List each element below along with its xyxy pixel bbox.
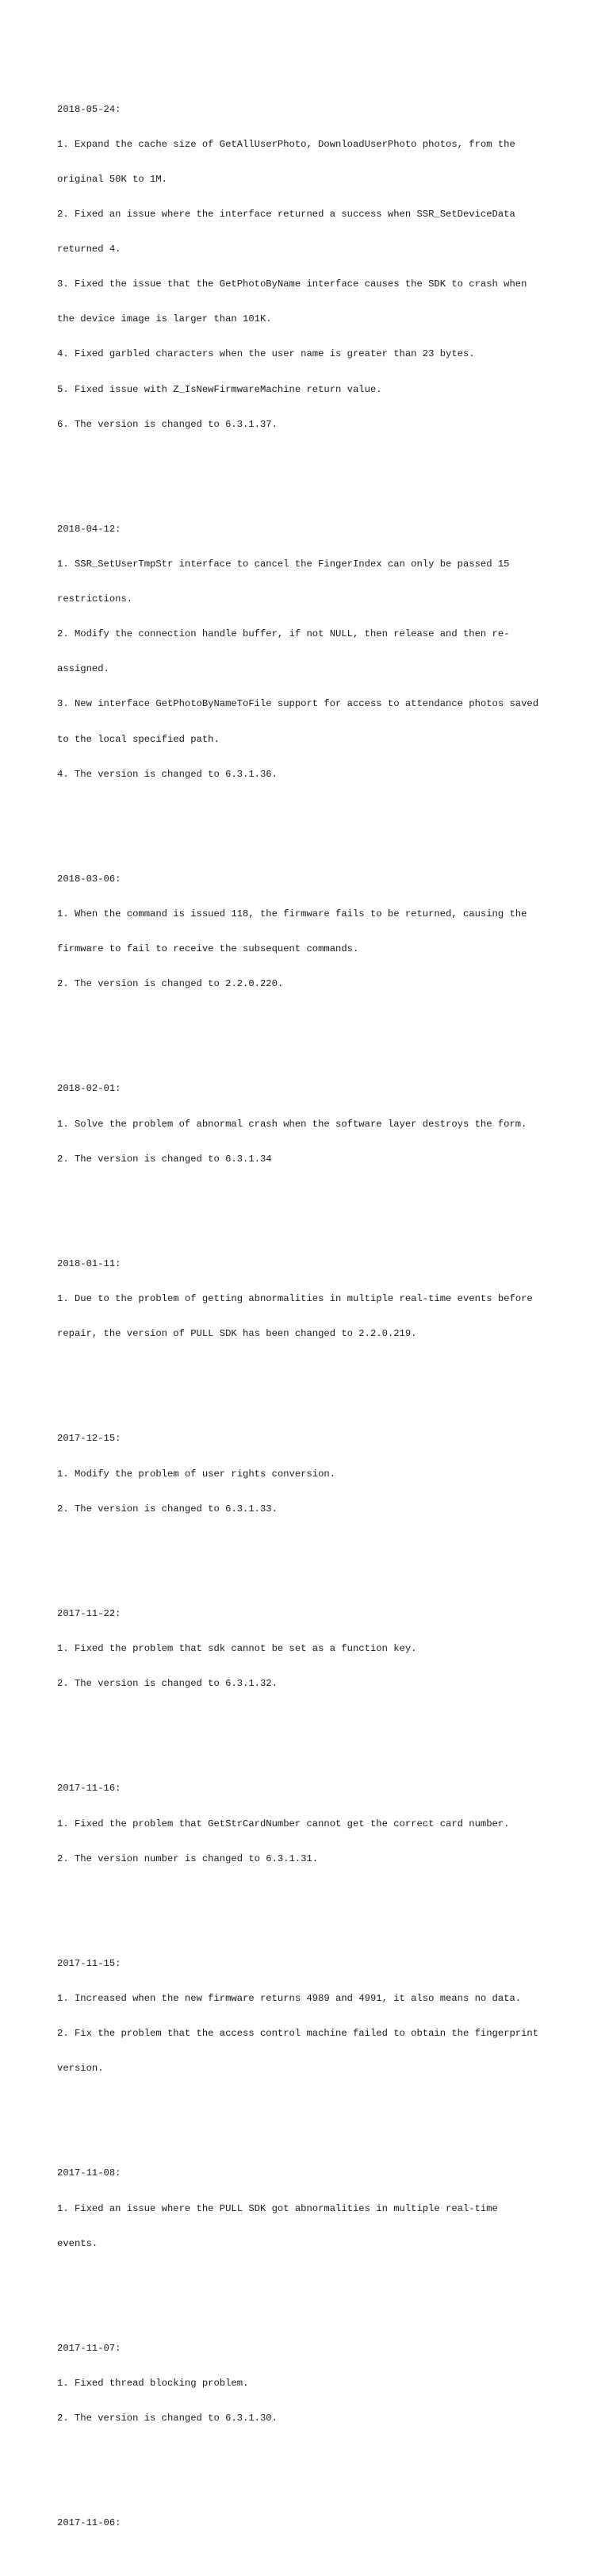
entry-line: 1. Solve the problem of abnormal crash when the software layer destroys the form. bbox=[57, 1118, 527, 1130]
changelog-entry bbox=[57, 2144, 565, 2273]
entry-line: 2. The version is changed to 6.3.1.34 bbox=[57, 1153, 272, 1165]
entry-date: 2018-03-06: bbox=[57, 873, 121, 885]
entry-line: 2. The version is changed to 6.3.1.33. bbox=[57, 1503, 278, 1515]
entry-line: 1. SSR_SetUserTmpStr interface to cancel the FingerIndex can only be passed 15 bbox=[57, 559, 510, 570]
entry-date: 2017-12-15: bbox=[57, 1433, 121, 1445]
entry-line: 3. New interface GetPhotoByNameToFile support for access to attendance photos saved bbox=[57, 698, 539, 710]
entry-line: restrictions. bbox=[57, 593, 133, 605]
entry-line: 2. Fixed an issue where the interface returned a success when SSR_SetDeviceData bbox=[57, 209, 515, 221]
entry-line: 2. The version is changed to 6.3.1.30. bbox=[57, 2413, 278, 2424]
entry-line: assigned. bbox=[57, 663, 109, 675]
changelog-entry bbox=[57, 1760, 565, 1888]
changelog-entry bbox=[57, 1410, 565, 1538]
entry-line: to the local specified path. bbox=[57, 733, 220, 745]
changelog-document bbox=[57, 57, 565, 2576]
entry-line: 2. The version number is changed to 6.3.1.31. bbox=[57, 1852, 319, 1864]
entry-date: 2017-11-22: bbox=[57, 1607, 121, 1619]
entry-line: 5. Fixed issue with Z_IsNewFirmwareMachine return value. bbox=[57, 383, 382, 395]
entry-line: 1. Fixed the problem that GetStrCardNumber cannot get the correct card number. bbox=[57, 1818, 510, 1829]
entry-line: version. bbox=[57, 2063, 104, 2075]
entry-line: returned 4. bbox=[57, 244, 121, 255]
entry-line: 1. Fixed the problem that sdk cannot be set as a function key. bbox=[57, 1643, 417, 1655]
entry-line: original 50K to 1M. bbox=[57, 174, 167, 185]
entry-line: 1. When the command is issued 118, the firmware fails to be returned, causing the bbox=[57, 908, 527, 919]
entry-line: 2. Modify the connection handle buffer, if not NULL, then release and then re- bbox=[57, 628, 510, 640]
entry-date: 2017-11-06: bbox=[57, 2517, 121, 2529]
entry-line: 3. Fixed the issue that the GetPhotoByName interface causes the SDK to crash when bbox=[57, 278, 527, 290]
entry-line: firmware to fail to receive the subsequent commands. bbox=[57, 943, 359, 955]
entry-date: 2018-04-12: bbox=[57, 523, 121, 535]
entry-line: the device image is larger than 101K. bbox=[57, 313, 272, 325]
changelog-entry bbox=[57, 2320, 565, 2448]
entry-line: 2. The version is changed to 2.2.0.220. bbox=[57, 978, 284, 990]
changelog-entry bbox=[57, 850, 565, 1014]
entry-date: 2018-05-24: bbox=[57, 103, 121, 115]
entry-date: 2018-02-01: bbox=[57, 1083, 121, 1095]
changelog-entry bbox=[57, 80, 565, 453]
entry-line: events. bbox=[57, 2237, 98, 2249]
entry-line: 4. The version is changed to 6.3.1.36. bbox=[57, 768, 278, 780]
entry-line: 1. Due to the problem of getting abnormalities in multiple real-time events before bbox=[57, 1293, 533, 1305]
entry-date: 2017-11-16: bbox=[57, 1783, 121, 1795]
changelog-entry bbox=[57, 2494, 565, 2553]
changelog-entry bbox=[57, 501, 565, 804]
entry-date: 2018-01-11: bbox=[57, 1257, 121, 1269]
changelog-entry bbox=[57, 1060, 565, 1188]
entry-line: 1. Fixed an issue where the PULL SDK got abnormalities in multiple real-time bbox=[57, 2202, 498, 2214]
entry-line: 1. Increased when the new firmware returns 4989 and 4991, it also means no data. bbox=[57, 1993, 522, 2004]
entry-line: 1. Expand the cache size of GetAllUserPhoto, DownloadUserPhoto photos, from the bbox=[57, 138, 515, 150]
entry-line: repair, the version of PULL SDK has been changed to 2.2.0.219. bbox=[57, 1328, 417, 1340]
changelog-entry bbox=[57, 1235, 565, 1364]
entry-line: 2. The version is changed to 6.3.1.32. bbox=[57, 1678, 278, 1690]
changelog-entry bbox=[57, 1935, 565, 2098]
entry-line: 1. Modify the problem of user rights conversion. bbox=[57, 1468, 336, 1480]
entry-date: 2017-11-07: bbox=[57, 2342, 121, 2354]
entry-line: 6. The version is changed to 6.3.1.37. bbox=[57, 418, 278, 430]
changelog-entry bbox=[57, 1585, 565, 1714]
entry-line: 1. Fixed thread blocking problem. bbox=[57, 2378, 249, 2390]
entry-line: 2. Fix the problem that the access control machine failed to obtain the fingerprint bbox=[57, 2028, 539, 2040]
entry-date: 2017-11-15: bbox=[57, 1957, 121, 1969]
entry-date: 2017-11-08: bbox=[57, 2167, 121, 2179]
entry-line: 4. Fixed garbled characters when the user name is greater than 23 bytes. bbox=[57, 348, 475, 360]
